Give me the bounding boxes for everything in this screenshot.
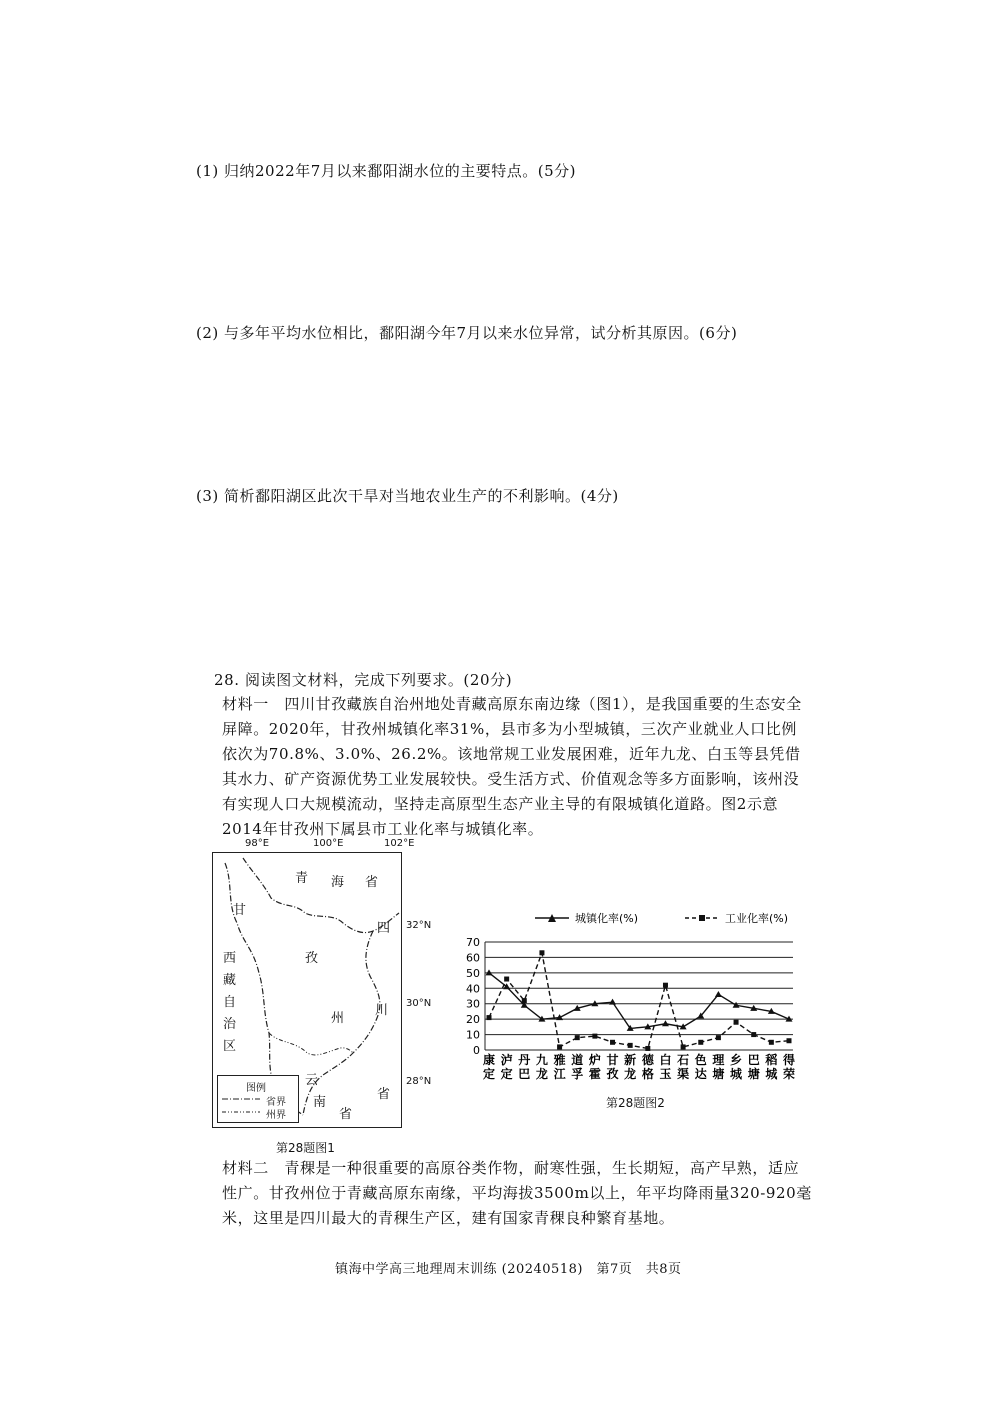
x-tick-label: 德 (641, 1053, 654, 1067)
question-1: (1) 归纳2022年7月以来鄱阳湖水位的主要特点。(5分) (196, 162, 576, 180)
data-point (592, 1034, 597, 1039)
x-tick-label: 定 (500, 1067, 513, 1081)
x-tick-label: 道 (571, 1053, 584, 1067)
map-label: 自 (223, 995, 237, 1010)
legend-label: 城镇化率(%) (575, 912, 639, 925)
x-tick-label: 城 (730, 1067, 743, 1081)
map-label: 云 (305, 1073, 319, 1088)
legend-label: 工业化率(%) (725, 912, 789, 925)
lon-label: 102°E (384, 838, 415, 849)
x-tick-label: 炉 (588, 1053, 601, 1067)
lon-label: 98°E (245, 838, 270, 849)
x-tick-label: 孚 (571, 1067, 584, 1081)
map-label: 治 (223, 1017, 237, 1032)
lat-label: 30°N (406, 998, 432, 1009)
y-tick-label: 70 (466, 936, 480, 949)
x-tick-label: 九 (535, 1053, 548, 1067)
data-point (715, 991, 722, 997)
x-tick-label: 定 (482, 1067, 496, 1081)
map-label: 孜 (305, 951, 319, 966)
x-tick-label: 理 (712, 1053, 725, 1067)
material-2-text: 材料二 青稞是一种很重要的高原谷类作物，耐寒性强，生长期短，高产早熟，适应性广。甘孜州位于青藏高原东南缘，平均海拔3500m以上，年平均降雨量320-920毫米，这里是四川最大的青稞生产区，建有国家青稞良种繁育基地。 (222, 1159, 812, 1227)
q28-material-1 (222, 692, 812, 842)
x-tick-label: 玉 (659, 1067, 672, 1081)
data-point (716, 1035, 721, 1040)
question-3: (3) 简析鄱阳湖区此次干旱对当地农业生产的不利影响。(4分) (196, 487, 619, 505)
data-point (628, 1043, 633, 1048)
x-tick-label: 康 (482, 1053, 496, 1067)
x-tick-label: 石 (677, 1053, 690, 1067)
data-point (734, 1020, 739, 1025)
x-tick-label: 渠 (677, 1067, 690, 1081)
map-label: 省 (339, 1107, 353, 1122)
chart-caption: 第28题图2 (606, 1096, 665, 1110)
map-legend (217, 1075, 299, 1123)
data-point (539, 950, 544, 955)
x-tick-label: 甘 (606, 1053, 619, 1067)
x-tick-label: 色 (694, 1053, 707, 1067)
data-point (681, 1044, 686, 1049)
data-point (663, 983, 668, 988)
legend-marker (699, 915, 705, 921)
data-point (662, 1020, 669, 1026)
data-point (504, 977, 509, 982)
map-label: 省 (377, 1087, 391, 1102)
y-tick-label: 40 (466, 982, 480, 996)
data-point (486, 969, 493, 975)
x-tick-label: 江 (553, 1067, 566, 1081)
material-1-text: 材料一 四川甘孜藏族自治州地处青藏高原东南边缘（图1），是我国重要的生态安全屏障。2020年，甘孜州城镇化率31%，县市多为小型城镇，三次产业就业人口比例依次为70.8%、3.0%、26.2%。该地常规工业发展困难，近年九龙、白玉等县凭借其水力、矿产资源优势工业发展较快。受生活方式、价值观念等多方面影响，该州没有实现人口大规模流动，坚持走高原型生态产业主导的有限城镇化道路。图2示意2014年甘孜州下属县市工业化率与城镇化率。 (222, 695, 802, 838)
map-label: 南 (313, 1095, 327, 1110)
map-label: 四 (377, 921, 391, 936)
map-label: 海 (331, 875, 345, 890)
y-tick-label: 60 (466, 951, 480, 965)
x-tick-label: 塘 (747, 1067, 760, 1081)
x-tick-label: 新 (624, 1053, 637, 1067)
map-label: 藏 (223, 973, 237, 988)
x-tick-label: 丹 (518, 1053, 531, 1067)
x-tick-label: 乡 (730, 1053, 743, 1067)
series-line (489, 973, 789, 1029)
y-tick-label: 10 (466, 1028, 480, 1042)
map-label: 区 (223, 1039, 237, 1054)
x-tick-label: 得 (782, 1053, 796, 1067)
data-point (698, 1040, 703, 1045)
page-footer: 镇海中学高三地理周末训练 (20240518) 第7页 共8页 (335, 1262, 682, 1277)
x-tick-label: 龙 (535, 1067, 548, 1081)
q28-material-2 (222, 1156, 812, 1231)
map-label: 西 (223, 951, 237, 966)
x-tick-label: 荣 (782, 1067, 796, 1081)
data-point (557, 1044, 562, 1049)
legend-line-symbols (222, 1094, 262, 1118)
map-caption: 第28题图1 (276, 1141, 335, 1155)
x-tick-label: 白 (659, 1053, 672, 1067)
legend-item: 州界 (266, 1110, 286, 1121)
data-point (609, 999, 616, 1005)
x-tick-label: 塘 (712, 1067, 725, 1081)
lat-label: 32°N (406, 920, 432, 931)
line-chart (455, 906, 805, 1086)
y-tick-label: 30 (466, 997, 480, 1011)
x-tick-label: 城 (765, 1067, 778, 1081)
q28-heading: 28. 阅读图文材料，完成下列要求。(20分) (214, 671, 513, 689)
x-tick-label: 巴 (518, 1067, 531, 1081)
y-tick-label: 0 (473, 1044, 480, 1057)
x-tick-label: 霍 (588, 1067, 601, 1081)
x-tick-label: 巴 (747, 1053, 760, 1067)
x-tick-label: 达 (694, 1067, 707, 1081)
legend-item: 省界 (266, 1097, 286, 1108)
x-tick-label: 格 (641, 1067, 654, 1081)
data-point (575, 1035, 580, 1040)
lon-label: 100°E (313, 838, 344, 849)
x-tick-label: 龙 (624, 1067, 637, 1081)
map-label: 省 (365, 875, 379, 890)
map-label: 川 (375, 1003, 389, 1018)
data-point (487, 1015, 492, 1020)
data-point (769, 1040, 774, 1045)
y-tick-label: 50 (466, 966, 480, 980)
lat-label: 28°N (406, 1076, 432, 1087)
legend-title: 图例 (246, 1083, 266, 1094)
x-tick-label: 孜 (606, 1067, 619, 1081)
x-tick-label: 雅 (553, 1053, 566, 1067)
map-label: 甘 (233, 903, 247, 918)
data-point (751, 1032, 756, 1037)
data-point (787, 1038, 792, 1043)
map-label: 青 (295, 871, 309, 886)
x-tick-label: 稻 (765, 1053, 778, 1067)
data-point (522, 998, 527, 1003)
data-point (645, 1046, 650, 1051)
map-frame (212, 852, 402, 1128)
data-point (733, 1002, 740, 1008)
data-point (610, 1040, 615, 1045)
x-tick-label: 泸 (500, 1053, 513, 1067)
y-tick-label: 20 (466, 1013, 480, 1027)
question-2: (2) 与多年平均水位相比，鄱阳湖今年7月以来水位异常，试分析其原因。(6分) (196, 324, 738, 342)
map-label: 州 (331, 1011, 345, 1026)
